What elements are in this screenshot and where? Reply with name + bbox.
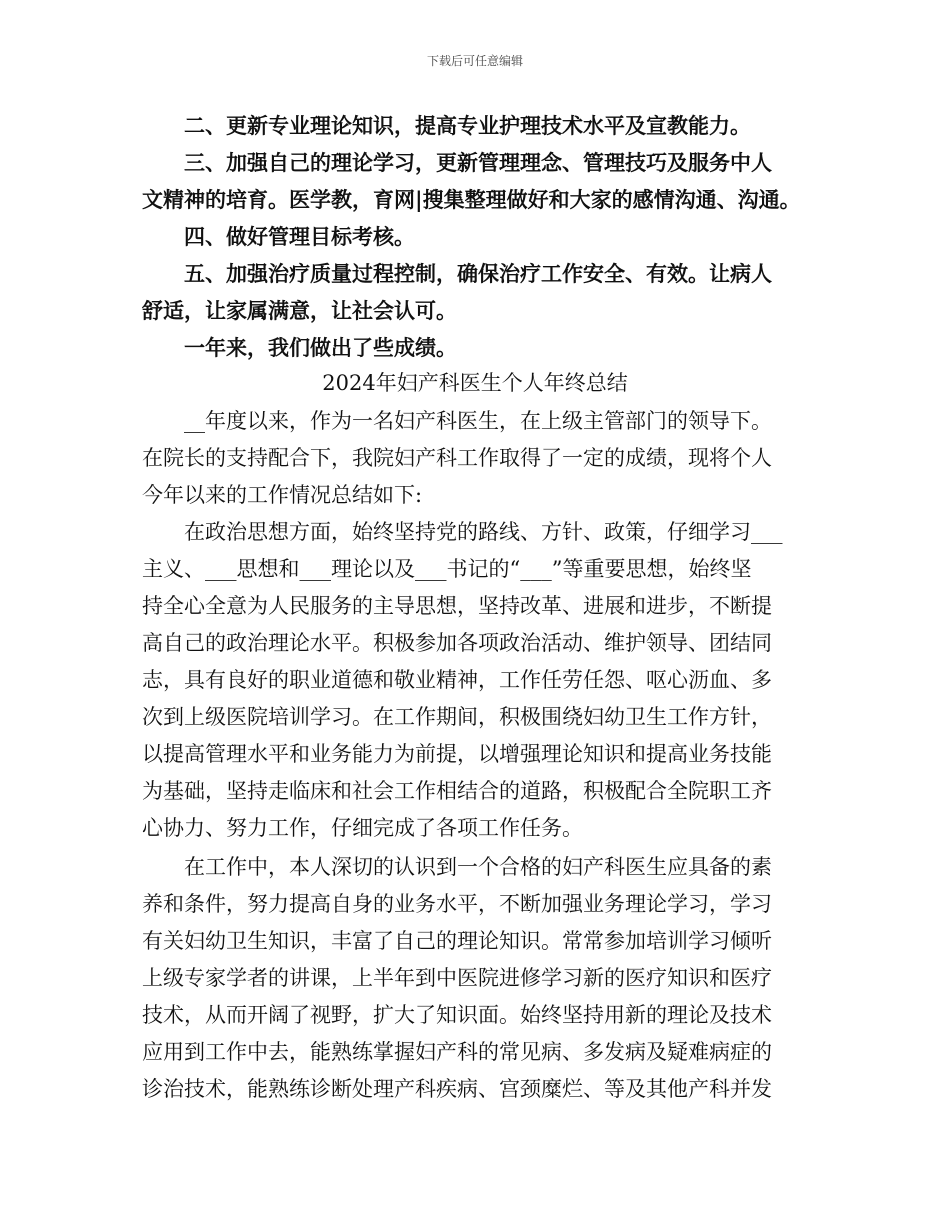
bold-line-7: 一年来，我们做出了些成绩。 [142,335,457,360]
bold-line-3: 文精神的培育。医学教，育网|搜集整理做好和大家的感情沟通、沟通。 [142,187,801,212]
body-line-9: 次到上级医院培训学习。在工作期间，积极围绕妇幼卫生工作方针， [142,705,772,729]
body-line-1: __年度以来，作为一名妇产科医生，在上级主管部门的领导下。 [142,409,772,433]
body-line-7: 高自己的政治理论水平。积极参加各项政治活动、维护领导、团结同 [142,631,772,655]
page-header: 下载后可任意编辑 [426,54,523,68]
bold-line-1: 二、更新专业理论知识，提高专业护理技术水平及宣教能力。 [142,113,751,138]
body-line-16: 上级专家学者的讲课，上半年到中医院进修学习新的医疗知识和医疗 [142,966,772,990]
section-title: 2024年妇产科医生个人年终总结 [322,371,628,395]
bold-line-2: 三、加强自己的理论学习，更新管理理念、管理技巧及服务中人 [142,150,772,175]
body-line-19: 诊治技术，能熟练诊断处理产科疾病、宫颈糜烂、等及其他产科并发 [142,1077,772,1101]
body-line-12: 心协力、努力工作，仔细完成了各项工作任务。 [142,816,583,840]
body-line-5: 主义、___思想和___理论以及___书记的“___”等重要思想，始终坚 [142,557,752,581]
body-line-14: 养和条件，努力提高自身的业务水平，不断加强业务理论学习，学习 [142,892,772,916]
bold-line-6: 舒适，让家属满意，让社会认可。 [142,298,457,323]
bold-line-5: 五、加强治疗质量过程控制，确保治疗工作安全、有效。让病人 [142,261,772,286]
body-line-17: 技术，从而开阔了视野，扩大了知识面。始终坚持用新的理论及技术 [142,1003,772,1027]
body-line-18: 应用到工作中去，能熟练掌握妇产科的常见病、多发病及疑难病症的 [142,1040,772,1064]
body-line-13: 在工作中，本人深切的认识到一个合格的妇产科医生应具备的素 [142,855,772,879]
body-line-15: 有关妇幼卫生知识，丰富了自己的理论知识。常常参加培训学习倾听 [142,929,772,953]
body-line-4: 在政治思想方面，始终坚持党的路线、方针、政策，仔细学习___ [142,520,783,544]
body-line-2: 在院长的支持配合下，我院妇产科工作取得了一定的成绩，现将个人 [142,446,772,470]
bold-line-4: 四、做好管理目标考核。 [142,224,415,249]
body-line-11: 为基础，坚持走临床和社会工作相结合的道路，积极配合全院职工齐 [142,779,772,803]
body-line-8: 志，具有良好的职业道德和敬业精神，工作任劳任怨、呕心沥血、多 [142,668,772,692]
body-line-3: 今年以来的工作情况总结如下: [142,483,423,507]
body-line-10: 以提高管理水平和业务能力为前提，以增强理论知识和提高业务技能 [142,742,772,766]
body-line-6: 持全心全意为人民服务的主导思想，坚持改革、进展和进步，不断提 [142,594,772,618]
